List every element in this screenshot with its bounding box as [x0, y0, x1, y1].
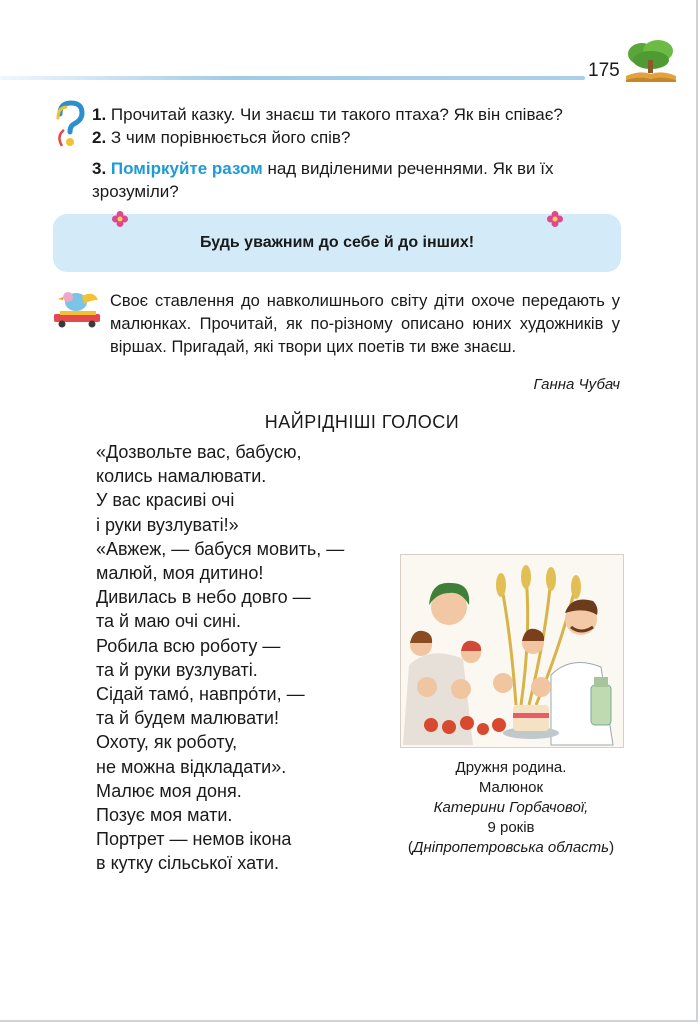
poem-line: Робила всю роботу — — [96, 635, 281, 656]
page-number: 175 — [588, 60, 620, 81]
question-2 — [92, 126, 350, 149]
question-3-text: над виділеними реченнями. Як ви їх зрозуміли? — [92, 159, 554, 201]
poem-line: «Авжеж, — бабуся мовить, — — [96, 538, 345, 559]
poem-line: колись намалювати. — [96, 466, 267, 487]
motto-banner — [53, 214, 621, 272]
caption-author: Катерини Горбачової, — [433, 799, 589, 816]
family-drawing-illustration — [400, 554, 624, 748]
bird-on-book-icon — [52, 288, 106, 328]
intro-paragraph: Своє ставлення до навколишнього світу діти охоче передають у малюнках. Прочитай, як по-різному описано юних художників у віршах. Пригадай, які твори цих поетів ти вже знаєш. — [110, 292, 620, 356]
caption-region-close: ) — [609, 839, 615, 856]
poem-title: НАЙРІДНІШІ ГОЛОСИ — [264, 412, 460, 432]
caption-region — [398, 838, 624, 858]
caption-region-name: Дніпропетровська область — [412, 839, 610, 856]
question-3-highlight: Поміркуйте разом — [110, 159, 263, 178]
poem-line: Дивилась в небо довго — — [96, 587, 311, 608]
poem-line: не можна відкладати». — [96, 756, 287, 777]
tree-book-icon — [622, 38, 680, 84]
poem-line: та й будем малювати! — [96, 708, 279, 729]
poem-line: «Дозвольте вас, бабусю, — [96, 442, 302, 462]
caption-age: 9 років — [487, 819, 535, 836]
poem-line: в кутку сільської хати. — [96, 853, 280, 874]
question-3-number: 3. — [92, 159, 107, 178]
poem-line: і руки вузлуваті!» — [96, 514, 239, 535]
poem-line: У вас красиві очі — [96, 490, 235, 511]
poem-body — [96, 440, 396, 876]
poem-author: Ганна Чубач — [533, 376, 620, 393]
question-2-number: 2. — [92, 128, 107, 147]
question-1 — [92, 103, 563, 126]
flower-icon — [112, 211, 128, 227]
poem-line: та й маю очі сині. — [96, 611, 241, 632]
flower-icon — [547, 211, 563, 227]
illustration-caption — [398, 758, 624, 858]
poem-line: Охоту, як роботу, — [96, 732, 238, 753]
question-1-text: Прочитай казку. Чи знаєш ти такого птаха? Як він співає? — [110, 105, 563, 124]
caption-title: Дружня родина. — [455, 759, 567, 776]
caption-region-open: ( — [407, 839, 413, 856]
question-2-text: З чим порівнюється його спів? — [110, 128, 351, 147]
header-bar — [0, 76, 585, 80]
caption-kind: Малюнок — [478, 779, 544, 796]
poem-line: Малює моя доня. — [96, 780, 242, 801]
poem-line: Сідай тамо́, навпро́ти, — — [96, 684, 305, 705]
poem-line: Позує моя мати. — [96, 805, 233, 826]
poem-line: малюй, моя дитино! — [96, 563, 264, 584]
question-1-number: 1. — [92, 105, 107, 124]
question-mark-icon — [54, 100, 86, 150]
motto-text: Будь уважним до себе й до інших! — [199, 234, 475, 251]
question-3 — [92, 157, 620, 203]
poem-line: Портрет — немов ікона — [96, 829, 292, 850]
poem-line: та й руки вузлуваті. — [96, 659, 258, 680]
